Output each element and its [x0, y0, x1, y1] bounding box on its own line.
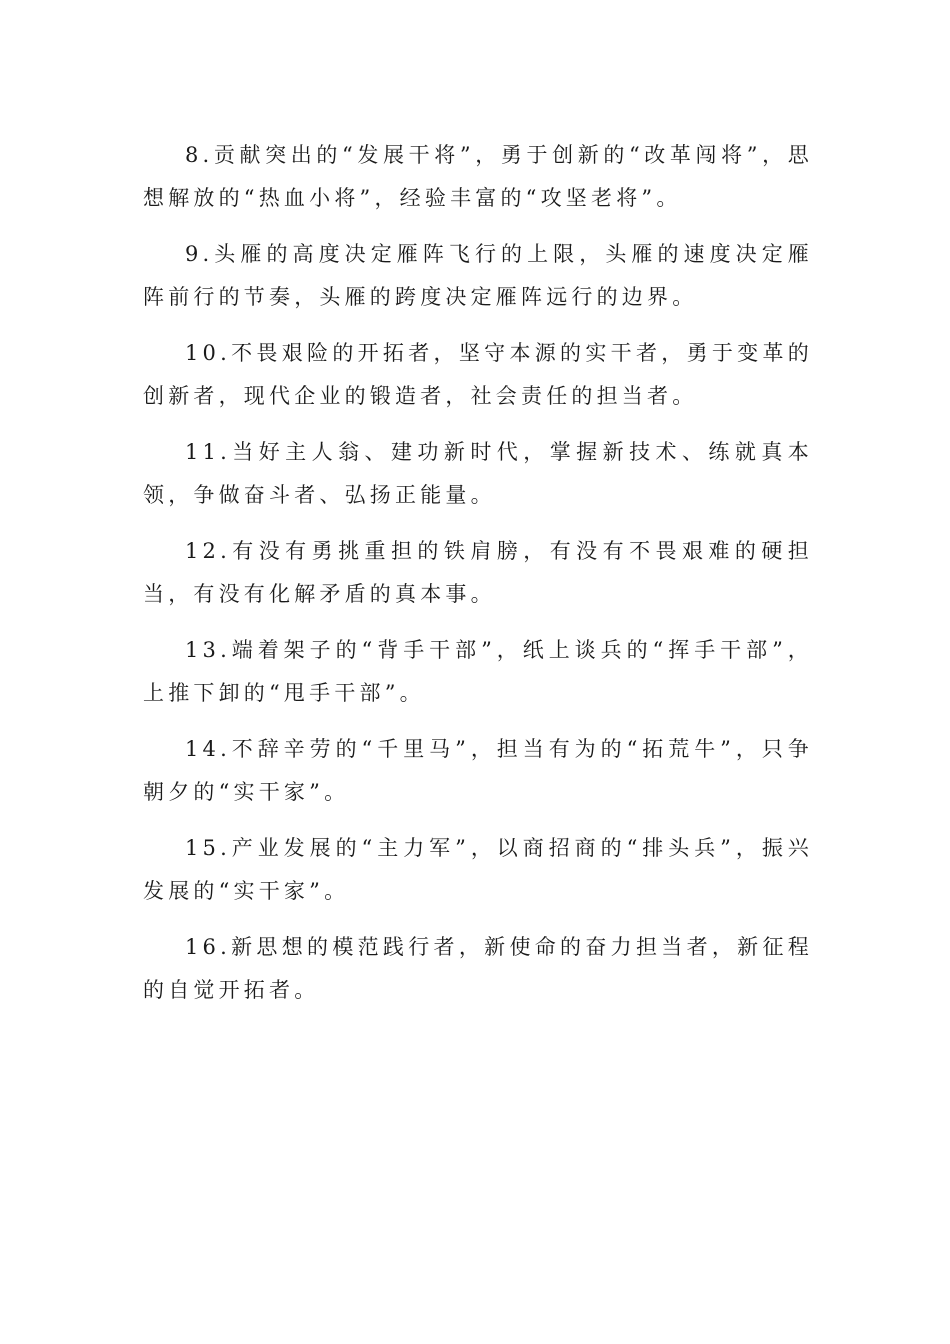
document-body [143, 134, 813, 1025]
paragraph-9: 9.头雁的高度决定雁阵飞行的上限，头雁的速度决定雁阵前行的节奏，头雁的跨度决定雁阵远行的边界。 [143, 242, 813, 309]
paragraph-15: 15.产业发展的“主力军”，以商招商的“排头兵”，振兴发展的“实干家”。 [143, 836, 813, 903]
paragraph-13: 13.端着架子的“背手干部”，纸上谈兵的“挥手干部”，上推下卸的“甩手干部”。 [143, 638, 813, 705]
paragraph-11: 11.当好主人翁、建功新时代，掌握新技术、练就真本领，争做奋斗者、弘扬正能量。 [143, 440, 813, 507]
paragraph-8: 8.贡献突出的“发展干将”，勇于创新的“改革闯将”，思想解放的“热血小将”，经验丰富的“攻坚老将”。 [143, 143, 813, 210]
paragraph-12: 12.有没有勇挑重担的铁肩膀，有没有不畏艰难的硬担当，有没有化解矛盾的真本事。 [143, 539, 813, 606]
paragraph-14: 14.不辞辛劳的“千里马”，担当有为的“拓荒牛”，只争朝夕的“实干家”。 [143, 737, 813, 804]
paragraph-10: 10.不畏艰险的开拓者，坚守本源的实干者，勇于变革的创新者，现代企业的锻造者，社会责任的担当者。 [143, 341, 813, 408]
paragraph-16: 16.新思想的模范践行者，新使命的奋力担当者，新征程的自觉开拓者。 [143, 935, 813, 1002]
